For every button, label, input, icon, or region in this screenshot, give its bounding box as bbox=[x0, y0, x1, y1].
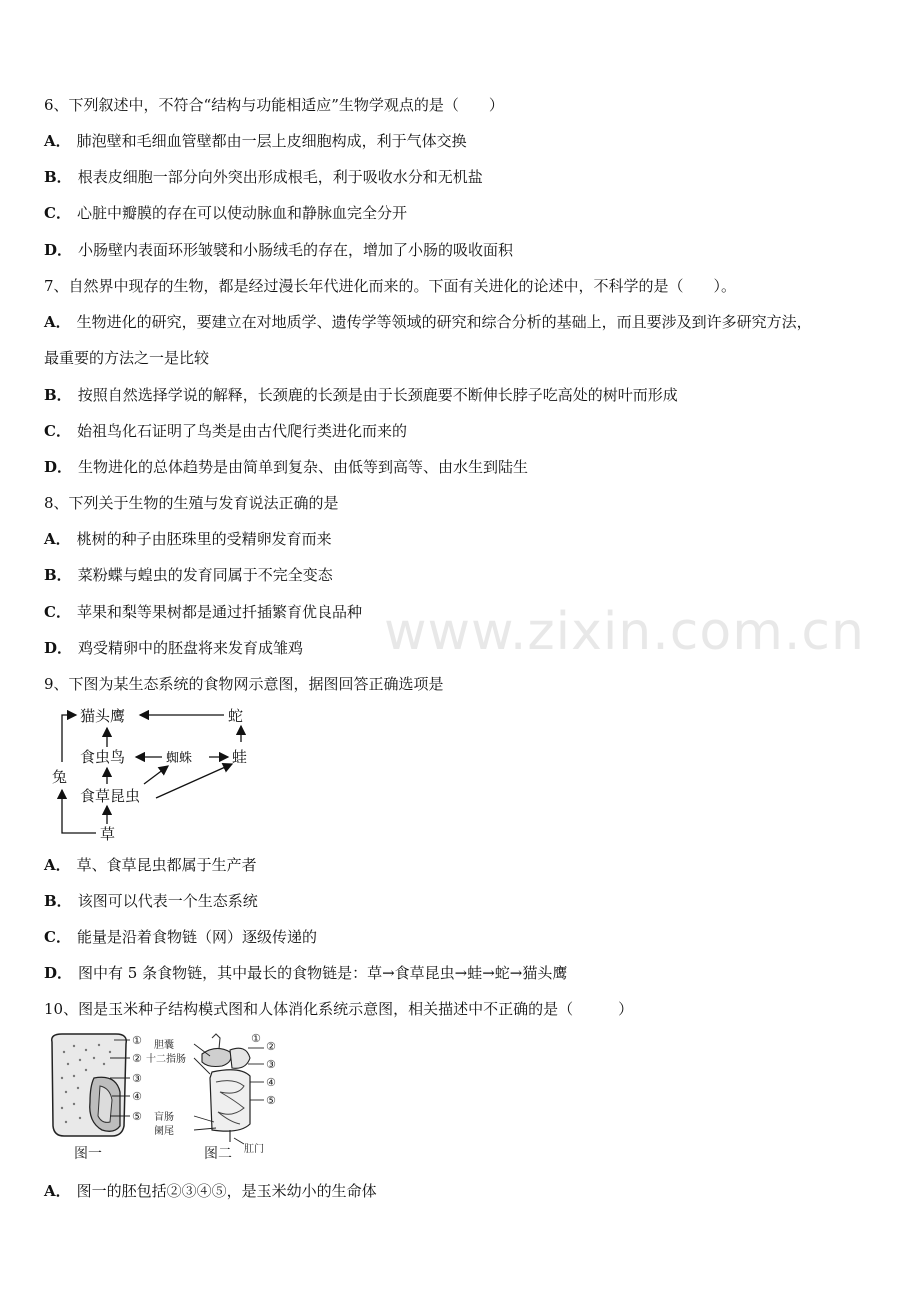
option-label: A． bbox=[44, 132, 71, 150]
node-frog: 蛙 bbox=[232, 748, 248, 766]
q9-option-d bbox=[44, 962, 880, 984]
q10-option-a bbox=[44, 1180, 880, 1202]
option-text: 图中有 5 条食物链，其中最长的食物链是：草→食草昆虫→蛙→蛇→猫头鹰 bbox=[78, 964, 568, 982]
q9-option-c bbox=[44, 926, 880, 948]
seed-label-3: ③ bbox=[132, 1072, 142, 1085]
option-label: C． bbox=[44, 422, 71, 440]
watermark: www.zixin.com.cn bbox=[384, 602, 865, 662]
digestive-label-2-top: ② bbox=[266, 1040, 276, 1053]
q8-option-a bbox=[44, 528, 880, 550]
option-text: 鸡受精卵中的胚盘将来发育成雏鸡 bbox=[78, 639, 304, 657]
arrow-insect-frog bbox=[156, 764, 232, 798]
seed-label-5: ⑤ bbox=[132, 1110, 142, 1123]
node-owl: 猫头鹰 bbox=[80, 707, 126, 725]
caption-figure-2: 图二 bbox=[204, 1146, 232, 1162]
node-spider: 蜘蛛 bbox=[166, 751, 193, 766]
q6-option-d bbox=[44, 239, 880, 261]
caption-figure-1: 图一 bbox=[74, 1146, 102, 1162]
q7-option-a-continued: 最重要的方法之一是比较 bbox=[44, 349, 210, 367]
organ-gallbladder: 胆囊 bbox=[154, 1040, 174, 1051]
option-label: D． bbox=[44, 241, 73, 259]
q8-option-b bbox=[44, 564, 880, 586]
option-text: 菜粉蝶与蝗虫的发育同属于不完全变态 bbox=[77, 566, 333, 584]
question-8-stem: 8、下列关于生物的生殖与发育说法正确的是 bbox=[44, 494, 339, 512]
q7-option-d bbox=[44, 456, 880, 478]
q7-option-c bbox=[44, 420, 880, 442]
option-label: C． bbox=[44, 204, 71, 222]
organ-appendix: 阑尾 bbox=[154, 1126, 174, 1137]
arrow-insect-spider bbox=[144, 766, 168, 784]
option-text: 图一的胚包括②③④⑤，是玉米幼小的生命体 bbox=[76, 1182, 377, 1200]
option-text: 根表皮细胞一部分向外突出形成根毛，利于吸收水分和无机盐 bbox=[77, 168, 483, 186]
q9-option-b bbox=[44, 890, 880, 912]
seed-label-4: ④ bbox=[132, 1090, 142, 1103]
option-label: A． bbox=[44, 856, 71, 874]
q6-option-b bbox=[44, 166, 880, 188]
digestive-label-3: ③ bbox=[266, 1058, 276, 1071]
option-label: C． bbox=[44, 603, 71, 621]
option-text: 草、食草昆虫都属于生产者 bbox=[76, 856, 257, 874]
node-rabbit: 兔 bbox=[52, 768, 68, 786]
digestive-label-4: ④ bbox=[266, 1076, 276, 1089]
option-text: 生物进化的研究，要建立在对地质学、遗传学等领域的研究和综合分析的基础上，而且要涉及到许多研究方法， bbox=[76, 313, 812, 331]
option-label: A． bbox=[44, 313, 71, 331]
q6-option-a bbox=[44, 130, 880, 152]
node-herbivorous-insect: 食草昆虫 bbox=[80, 787, 141, 805]
option-text: 该图可以代表一个生态系统 bbox=[77, 892, 258, 910]
q9-option-a bbox=[44, 854, 880, 876]
option-label: B． bbox=[44, 892, 72, 910]
question-9-stem: 9、下图为某生态系统的食物网示意图，据图回答正确选项是 bbox=[44, 675, 444, 693]
option-label: B． bbox=[44, 386, 72, 404]
option-label: D． bbox=[44, 458, 73, 476]
option-label: B． bbox=[44, 566, 72, 584]
organ-cecum: 盲肠 bbox=[154, 1112, 174, 1123]
organ-anus: 肛门 bbox=[244, 1144, 264, 1155]
option-text: 小肠壁内表面环形皱襞和小肠绒毛的存在，增加了小肠的吸收面积 bbox=[78, 241, 514, 259]
node-snake: 蛇 bbox=[228, 707, 244, 725]
option-text: 肺泡壁和毛细血管壁都由一层上皮细胞构成，利于气体交换 bbox=[76, 132, 467, 150]
seed-label-2: ② bbox=[132, 1052, 142, 1065]
option-label: D． bbox=[44, 639, 73, 657]
option-label: B． bbox=[44, 168, 72, 186]
digestive-label-1: ① bbox=[251, 1032, 261, 1045]
option-text: 桃树的种子由胚珠里的受精卵发育而来 bbox=[76, 530, 332, 548]
question-7-stem: 7、自然界中现存的生物，都是经过漫长年代进化而来的。下面有关进化的论述中，不科学的是（ ）。 bbox=[44, 277, 737, 295]
arrow-rabbit-owl bbox=[62, 715, 76, 762]
digestive-label-5: ⑤ bbox=[266, 1094, 276, 1107]
option-text: 生物进化的总体趋势是由简单到复杂、由低等到高等、由水生到陆生 bbox=[78, 458, 529, 476]
option-text: 苹果和梨等果树都是通过扦插繁育优良品种 bbox=[76, 603, 362, 621]
option-text: 按照自然选择学说的解释，长颈鹿的长颈是由于长颈鹿要不断伸长脖子吃高处的树叶而形成 bbox=[77, 386, 678, 404]
q7-option-b bbox=[44, 384, 880, 406]
food-web-diagram bbox=[44, 702, 274, 844]
organ-duodenum: 十二指肠 bbox=[146, 1054, 186, 1065]
q6-option-c bbox=[44, 202, 880, 224]
digestive-system-diagram bbox=[146, 1032, 276, 1162]
corn-seed-and-digestive-system-figure bbox=[44, 1030, 284, 1164]
question-6-stem: 6、下列叙述中，不符合“结构与功能相适应”生物学观点的是（ ） bbox=[44, 96, 504, 114]
node-insectivorous-bird: 食虫鸟 bbox=[80, 748, 126, 766]
option-text: 能量是沿着食物链（网）逐级传递的 bbox=[76, 928, 317, 946]
seed-label-1: ① bbox=[132, 1034, 142, 1047]
option-label: A． bbox=[44, 530, 71, 548]
question-10-stem: 10、图是玉米种子结构模式图和人体消化系统示意图，相关描述中不正确的是（ ） bbox=[44, 1000, 634, 1018]
option-text: 始祖鸟化石证明了鸟类是由古代爬行类进化而来的 bbox=[76, 422, 407, 440]
node-grass: 草 bbox=[100, 825, 116, 843]
option-label: C． bbox=[44, 928, 71, 946]
q7-option-a bbox=[44, 311, 880, 333]
corn-seed-diagram bbox=[52, 1034, 142, 1162]
option-label: D． bbox=[44, 964, 73, 982]
option-label: A． bbox=[44, 1182, 71, 1200]
option-text: 心脏中瓣膜的存在可以使动脉血和静脉血完全分开 bbox=[76, 204, 407, 222]
